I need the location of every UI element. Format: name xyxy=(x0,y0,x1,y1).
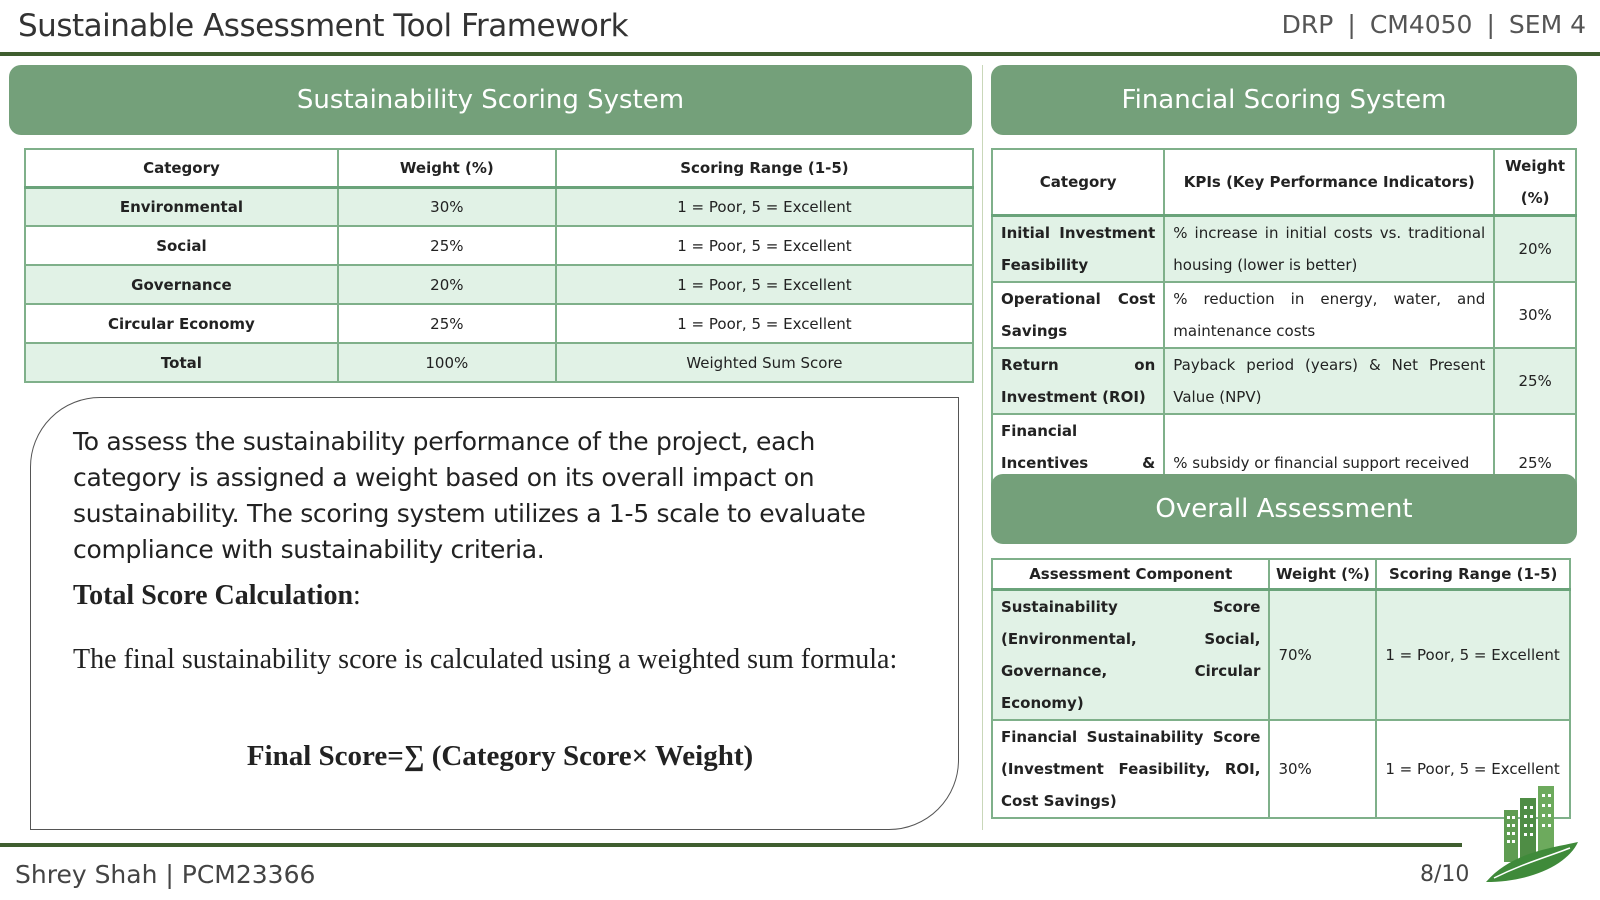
cell-kpi: % increase in initial costs vs. traditional housing (lower is better) xyxy=(1164,216,1494,283)
cell-category: Operational Cost Savings xyxy=(992,282,1164,348)
header-meta: DRP | CM4050 | SEM 4 xyxy=(1281,10,1586,39)
table-row xyxy=(992,589,1570,720)
semester-label: SEM 4 xyxy=(1508,10,1586,39)
cell-weight: 100% xyxy=(338,343,556,382)
financial-banner: Financial Scoring System xyxy=(991,65,1577,135)
table-row xyxy=(25,304,973,343)
header-component: Assessment Component xyxy=(992,559,1269,589)
table-row xyxy=(992,216,1576,283)
cell-range: 1 = Poor, 5 = Excellent xyxy=(1376,720,1570,818)
cell-weight: 25% xyxy=(338,304,556,343)
footer-author: Shrey Shah | PCM23366 xyxy=(15,860,316,889)
cell-category: Initial Investment Feasibility xyxy=(992,216,1164,283)
cell-category: Total xyxy=(25,343,338,382)
table-row xyxy=(992,348,1576,414)
header-weight: Weight (%) xyxy=(338,149,556,187)
sustainability-table xyxy=(24,148,974,383)
cell-kpi: % reduction in energy, water, and maintenance costs xyxy=(1164,282,1494,348)
intro-paragraph: To assess the sustainability performance of the project, each category is assigned a weight based on its overall impact on sustainability. The scoring system utilizes a 1-5 scale to evaluate compliance with sustainability criteria. xyxy=(73,427,866,564)
header-weight: Weight (%) xyxy=(1494,149,1576,216)
overall-table xyxy=(991,558,1571,819)
cell-category: Circular Economy xyxy=(25,304,338,343)
cell-range: 1 = Poor, 5 = Excellent xyxy=(556,265,973,304)
cell-weight: 30% xyxy=(1269,720,1376,818)
cell-range: 1 = Poor, 5 = Excellent xyxy=(556,187,973,226)
header-scoring-range: Scoring Range (1-5) xyxy=(556,149,973,187)
calc-description: The final sustainability score is calculated using a weighted sum formula: xyxy=(73,644,898,675)
cell-weight: 25% xyxy=(1494,348,1576,414)
table-row xyxy=(25,187,973,226)
cell-weight: 70% xyxy=(1269,589,1376,720)
cell-range: 1 = Poor, 5 = Excellent xyxy=(556,226,973,265)
module-code: CM4050 xyxy=(1369,10,1473,39)
table-header-row xyxy=(25,149,973,187)
cell-weight: 30% xyxy=(338,187,556,226)
cell-category: Return on Investment (ROI) xyxy=(992,348,1164,414)
table-row xyxy=(25,226,973,265)
cell-component: Sustainability Score (Environmental, Social, Governance, Circular Economy) xyxy=(992,589,1269,720)
cell-component: Financial Sustainability Score (Investment Feasibility, ROI, Cost Savings) xyxy=(992,720,1269,818)
cell-range: 1 = Poor, 5 = Excellent xyxy=(1376,589,1570,720)
top-rule xyxy=(0,52,1600,56)
cell-kpi: % subsidy or financial support received xyxy=(1164,414,1494,512)
page-number: 8/10 xyxy=(1420,862,1470,887)
page-title: Sustainable Assessment Tool Framework xyxy=(18,8,629,44)
calc-heading-colon: : xyxy=(353,580,361,611)
header-weight: Weight (%) xyxy=(1269,559,1376,589)
cell-weight: 30% xyxy=(1494,282,1576,348)
cell-weight: 20% xyxy=(1494,216,1576,283)
green-building-leaf-logo-icon xyxy=(1482,782,1582,890)
score-formula: Final Score=∑ (Category Score× Weight) xyxy=(246,740,754,772)
financial-table xyxy=(991,148,1577,513)
cell-weight: 20% xyxy=(338,265,556,304)
table-row xyxy=(992,282,1576,348)
course-code: DRP xyxy=(1281,10,1334,39)
overall-banner: Overall Assessment xyxy=(991,474,1577,544)
cell-category: Governance xyxy=(25,265,338,304)
cell-kpi: Payback period (years) & Net Present Value (NPV) xyxy=(1164,348,1494,414)
header-category: Category xyxy=(25,149,338,187)
sustainability-banner: Sustainability Scoring System xyxy=(9,65,972,135)
header-scoring-range: Scoring Range (1-5) xyxy=(1376,559,1570,589)
cell-category: Social xyxy=(25,226,338,265)
cell-weight: 25% xyxy=(338,226,556,265)
bottom-rule xyxy=(0,843,1462,847)
cell-range: 1 = Poor, 5 = Excellent xyxy=(556,304,973,343)
header-category: Category xyxy=(992,149,1164,216)
table-header-row xyxy=(992,149,1576,216)
calc-heading xyxy=(73,580,361,612)
table-row xyxy=(25,265,973,304)
column-divider xyxy=(982,65,983,830)
cell-category: Financial Incentives & xyxy=(992,414,1164,512)
cell-category: Environmental xyxy=(25,187,338,226)
header-kpis: KPIs (Key Performance Indicators) xyxy=(1164,149,1494,216)
table-header-row xyxy=(992,559,1570,589)
calc-heading-text: Total Score Calculation xyxy=(73,580,354,611)
cell-weight: 25% xyxy=(1494,414,1576,512)
table-row-total xyxy=(25,343,973,382)
cell-range: Weighted Sum Score xyxy=(556,343,973,382)
